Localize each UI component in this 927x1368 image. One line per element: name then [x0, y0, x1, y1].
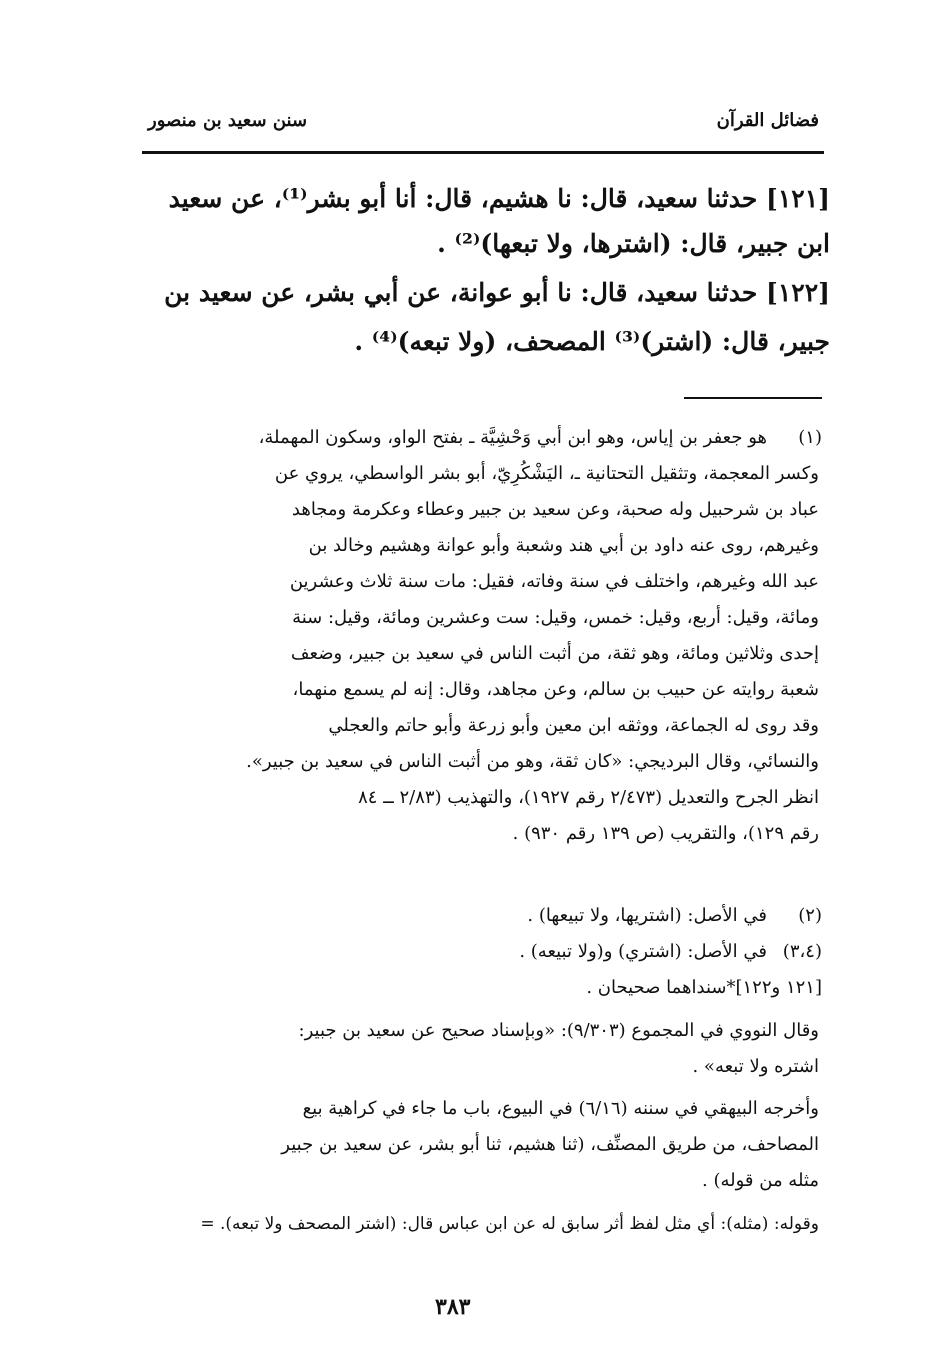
- takhrij-line: وأخرجه البيهقي في سننه (٦/١٦) في البيوع، باب ما جاء في كراهية بيع: [302, 1098, 819, 1119]
- takhrij-line: المصاحف، من طريق المصنِّف، (ثنا هشيم، ثنا أبو بشر، عن سعيد بن جبير: [281, 1134, 819, 1155]
- footnote-1-line: وغيرهم، روى عنه داود بن أبي هند وشعبة وأبو عوانة وهشيم وخالد بن: [308, 535, 819, 556]
- footnote-1-line: إحدى وثلاثين ومائة، وهو ثقة، من أثبت الناس في سعيد بن جبير، وضعف: [290, 643, 819, 664]
- takhrij-line: مثله من قوله) .: [702, 1170, 819, 1191]
- footnote-1-line: وقد روى له الجماعة، ووثقه ابن معين وأبو زرعة وأبو حاتم والعجلي: [328, 715, 819, 736]
- main-line-3: [١٢٢] حدثنا سعيد، قال: نا أبو عوانة، عن أبي بشر، عن سعيد بن: [164, 278, 830, 307]
- main-line-2: ابن جبير، قال: (اشترها، ولا تبعها)⁽²⁾ .: [437, 229, 830, 258]
- footnote-1-marker: (١): [798, 427, 822, 448]
- section-title: فضائل القرآن: [716, 110, 819, 131]
- footnote-1-line: انظر الجرح والتعديل (٢/٤٧٣ رقم ١٩٢٧)، والتهذيب (٢/٨٣ ــ ٨٤: [358, 787, 819, 808]
- footnote-2-marker: (٢): [798, 905, 822, 926]
- footnote-2-text: في الأصل: (اشتريها، ولا تبيعها) .: [527, 905, 767, 926]
- footnote-1-line: عباد بن شرحبيل وله صحبة، وعن سعيد بن جبير وعطاء وعكرمة ومجاهد: [291, 499, 819, 520]
- footnote-1-line: وكسر المعجمة، وتثقيل التحتانية ـ، اليَشْكُرِيّ، أبو بشر الواسطي، يروي عن: [274, 463, 819, 484]
- main-line-4: جبير، قال: (اشتر)⁽³⁾ المصحف، (ولا تبعه)⁽⁴⁾ .: [354, 327, 830, 356]
- footnote-3-4-marker: (٣،٤): [782, 941, 822, 962]
- main-line-1: [١٢١] حدثنا سعيد، قال: نا هشيم، قال: أنا أبو بشر⁽¹⁾، عن سعيد: [168, 184, 830, 213]
- takhrij-line: وقوله: (مثله): أي مثل لفظ أثر سابق له عن ابن عباس قال: (اشتر المصحف ولا تبعه). =: [200, 1214, 819, 1234]
- page-number: ٣٨٣: [435, 1294, 471, 1320]
- footnote-1-line: شعبة روايته عن حبيب بن سالم، وعن مجاهد، وقال: إنه لم يسمع منهما،: [292, 679, 819, 700]
- header-rule: [142, 151, 824, 154]
- footnote-1-line: هو جعفر بن إياس، وهو ابن أبي وَحْشِيَّة ـ بفتح الواو، وسكون المهملة،: [258, 427, 767, 448]
- takhrij-heading: [١٢١ و١٢٢]*سنداهما صحيحان .: [586, 977, 822, 998]
- footnote-1-line: ومائة، وقيل: أربع، وقيل: خمس، وقيل: ست وعشرين ومائة، وقيل: سنة: [292, 607, 819, 628]
- footnote-1-line: والنسائي، وقال البرديجي: «كان ثقة، وهو من أثبت الناس في سعيد بن جبير».: [246, 751, 819, 772]
- takhrij-line: اشتره ولا تبعه» .: [692, 1056, 819, 1077]
- takhrij-line: وقال النووي في المجموع (٩/٣٠٣): «وبإسناد صحيح عن سعيد بن جبير:: [298, 1020, 819, 1041]
- book-title: سنن سعيد بن منصور: [148, 110, 308, 131]
- footnote-1-line: رقم ١٢٩)، والتقريب (ص ١٣٩ رقم ٩٣٠) .: [512, 823, 819, 844]
- footnote-1-line: عبد الله وغيرهم، واختلف في سنة وفاته، فقيل: مات سنة ثلاث وعشرين: [289, 571, 819, 592]
- footnote-3-4-text: في الأصل: (اشتري) و(ولا تبيعه) .: [519, 941, 767, 962]
- footnote-rule: [684, 397, 822, 399]
